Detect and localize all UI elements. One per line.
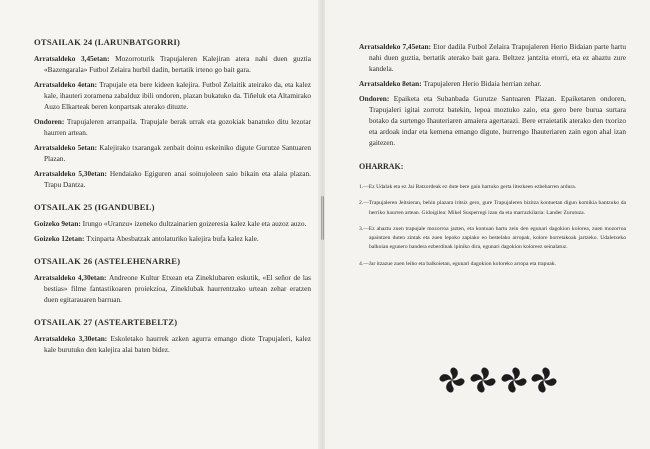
- day-heading: OTSAILAK 27 (ASTEARTEBELTZ): [34, 317, 178, 327]
- entry-time: Goizeko 12etan:: [34, 234, 87, 243]
- entry-time: Arratsaldeko 7,45etan:: [359, 42, 434, 51]
- schedule-list: [34, 272, 311, 305]
- entry-body: [359, 41, 626, 74]
- entry-text: Eskoletako haurrek azken agurra emango diote Trapujaleri, kalez kale burutuko den kalejira alai baten bidez.: [44, 334, 311, 354]
- entry-time: Arratsaldeko 5etan:: [34, 143, 100, 152]
- note-item: 2.—Trapujaleren Jeitsieran, behin plazara iritsiz gero, gure Trapujaleren bizitza kontuetan digun komikia bantzuko da herriko haurren artean. Gidoigilea: Mikel Susperregi izan da eta marrazkilaria: Lander Zurutuza.: [359, 200, 626, 216]
- schedule-entry: [359, 78, 626, 89]
- entry-body: [34, 142, 311, 164]
- entry-text: Irungo «Uranzu» izeneko dultzainarien goizeresia kalez kale eta auzoz auzo.: [82, 219, 307, 228]
- entry-time: Ondoren:: [359, 94, 394, 103]
- entry-body: [34, 233, 311, 244]
- schedule-entry: [34, 168, 311, 190]
- day-heading: OTSAILAK 24 (LARUNBATGORRI): [34, 37, 181, 47]
- entry-text: Mozorroturik Trapujaleren Kalejiran atera nahi duen guztia «Bazengarala» Futbol Zelaira hurbil dadin, bertatik irteno go bait gara.: [44, 54, 311, 74]
- schedule-entry: [359, 41, 626, 74]
- entry-time: Arratsaldeko 4etan:: [34, 80, 100, 89]
- note-item: 4.—Jar itzazue zuen leiho eta balkoietan, egunari dagokion koloreko arropa eta trapuak.: [359, 260, 556, 267]
- schedule-entry: [34, 53, 311, 75]
- schedule-list: [359, 41, 626, 148]
- note-item: 3.—Ez ahaztu zuen trapujale mozorroa jazten, eta kontuan hartu zein den egunari dagokion kolorea, zuen mozorroa apaintzen duten zintak eta zuen lepoko zapiako eo bestelako arropak, kolore horretakoak jartzeko. Udaletxeko balkoian egunero bandera ezberdinak ipiniko dira, egunari dagokion koloreez seinalatuz.: [359, 225, 626, 251]
- entry-body: [34, 53, 311, 75]
- entry-body: [34, 333, 311, 355]
- schedule-entry: [34, 233, 311, 244]
- entry-body: [359, 78, 626, 89]
- notes-heading: OHARRAK:: [359, 162, 404, 171]
- entry-body: [34, 272, 311, 305]
- entry-text: Hendaiako Egiguren anai soinujoleen saio bikain eta alaia plazan. Trapu Dantza.: [44, 169, 312, 189]
- entry-text: Kalejirako txarangak zenbait doinu eskeiniko digute Gurutze Santuaren Plazan.: [44, 143, 311, 163]
- entry-time: Ondoren:: [34, 117, 67, 126]
- entry-text: Txinparta Abesbatzak antolaturiko kalejira bufa kalez kale.: [86, 234, 259, 243]
- entry-time: Arratsaldeko 3,30etan:: [34, 334, 111, 343]
- entry-body: [34, 79, 311, 112]
- lauburu-ornament-icon: [438, 364, 558, 396]
- entry-body: [34, 218, 311, 229]
- note-item: 1.—Ez Udalak eta ez Jai Batzordeak ez dute bere gain hartuko gerta litezkeen ezbeharren ardura.: [359, 184, 577, 190]
- schedule-entry: [34, 218, 311, 229]
- entry-time: Arratsaldeko 3,45etan:: [34, 54, 116, 63]
- entry-text: Andreone Kultur Etxean eta Zineklubaren eskutik, «El señor de las bestias» filme fantastikoaren proiekzioa, Zineklubak haurrentzako urtean zehar eratzen duen egitarauaren barruan.: [44, 273, 311, 304]
- schedule-entry: [34, 272, 311, 305]
- schedule-entry: [34, 79, 311, 112]
- schedule-entry: [34, 333, 311, 355]
- entry-text: Trapujale eta bere kideen kalejira. Futbol Zelaitik ateirako da, eta kalez kale, ihauteri zoramena zabalduz ibili ondoren, plazan bukatuko da. Tiñeluk eta Altamirako Auzo Elkarteak beren konpartsak aterako dituzte.: [44, 80, 311, 111]
- entry-body: [34, 116, 311, 138]
- entry-text: Epaiketa eta Subanbada Gurutze Santuaren Plazan. Epaiketaren ondoren, Trapujaleri igitai zorrotz batekin, lepoa moztuko zaio, eta gero bere burua surtara botako da surtengo Ihauteriaren amaiera agertarazi. Bere erraietatik aterako den txorizo eta ardoak indar eta kemena emango digute, hurrengo Ihauteriaren zain egon ahal izan gaitezen.: [369, 94, 626, 147]
- schedule-list: [34, 218, 311, 244]
- schedule-list: [34, 333, 311, 355]
- entry-text: Trapujaleren arranpaila. Trapujale berak urrak eta gozokiak banatuko ditu lezotar haurren artean.: [44, 117, 311, 137]
- entry-body: [359, 93, 626, 148]
- schedule-entry: [34, 116, 311, 138]
- entry-time: Arratsaldeko 5,30etan:: [34, 169, 110, 178]
- schedule-entry: [34, 142, 311, 164]
- schedule-list: [34, 53, 311, 190]
- entry-text: Trapujaleren Herio Bidaia herrian zehar.: [423, 79, 542, 88]
- entry-time: Goizeko 9etan:: [34, 219, 83, 228]
- staple: [321, 196, 324, 240]
- left-page: [0, 0, 321, 449]
- entry-time: Arratsaldeko 4,30etan:: [34, 273, 109, 282]
- schedule-entry: [359, 93, 626, 148]
- entry-body: [34, 168, 311, 190]
- notes-list: [359, 183, 626, 269]
- day-heading: OTSAILAK 25 (IGANDUBEL): [34, 202, 155, 212]
- entry-text: Etor dadila Futbol Zelaira Trapujaleren Herio Bidaian parte hartu nahi duen guztia, bertatik aterako bait gara. Beltzez jantzita etorri, eta ez ahaztu zure kandela.: [369, 42, 626, 73]
- day-heading: OTSAILAK 26 (ASTELEHENARRE): [34, 256, 181, 266]
- entry-time: Arratsaldeko 8etan:: [359, 79, 424, 88]
